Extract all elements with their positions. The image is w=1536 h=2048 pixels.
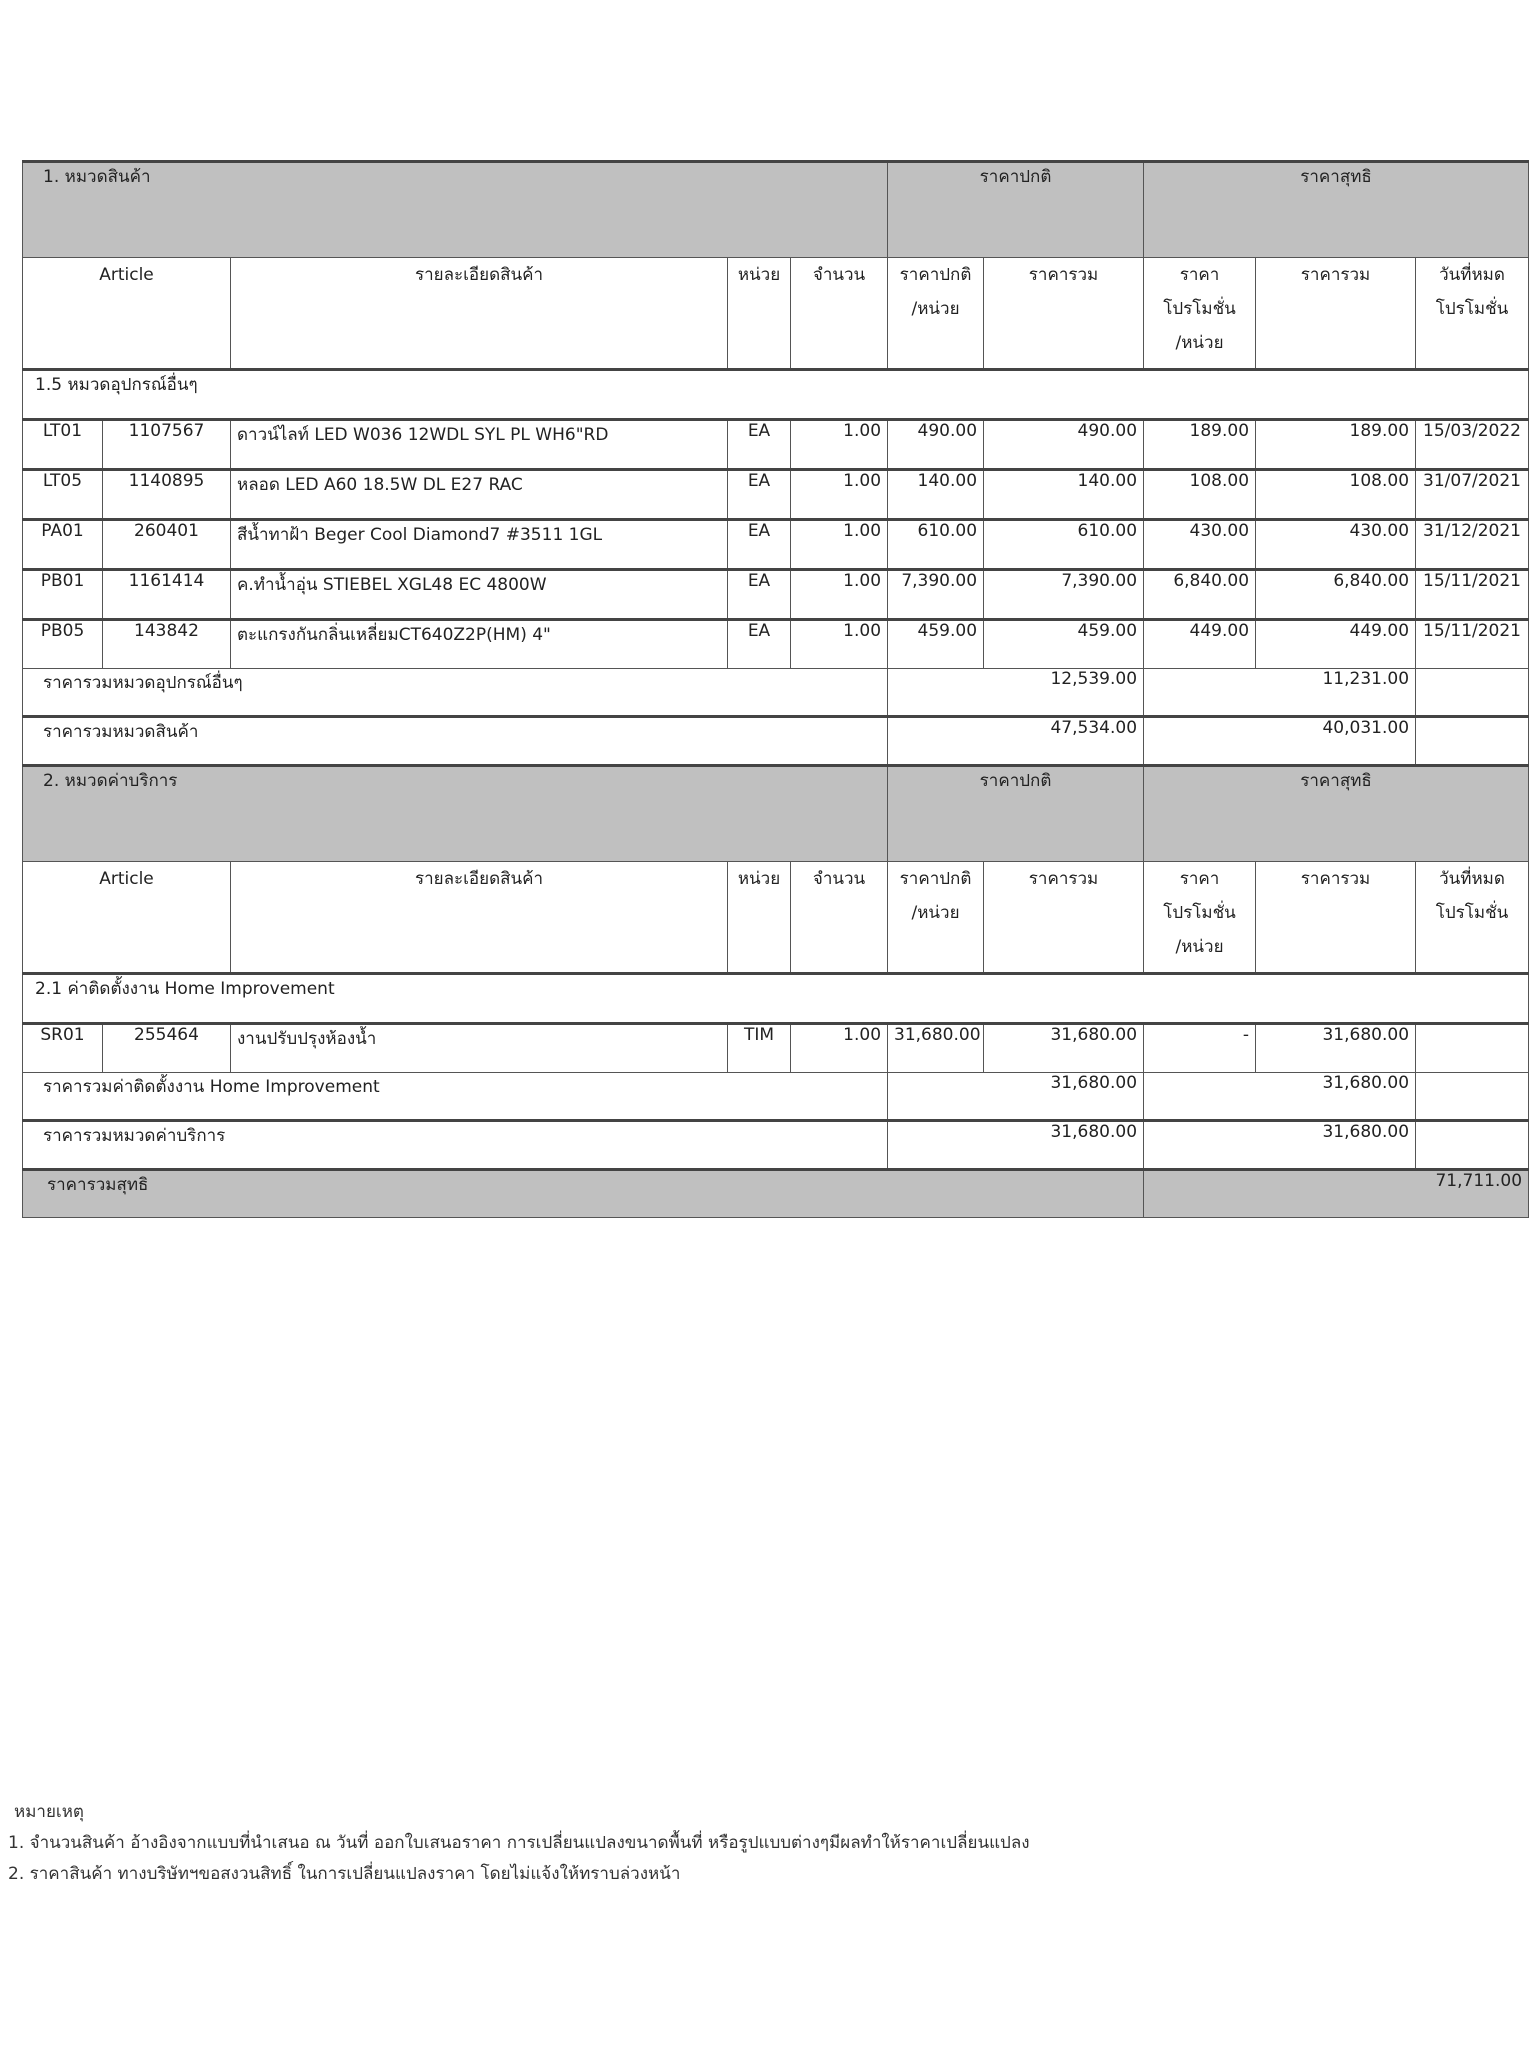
item-qty: 1.00	[791, 620, 888, 669]
notes	[8, 1797, 1030, 1890]
grand-total-label: ราคารวมสุทธิ	[23, 1170, 1144, 1218]
col-unit: หน่วย	[728, 258, 791, 370]
section-total-net: 40,031.00	[1144, 717, 1416, 766]
subtotal-label: ราคารวมค่าติดตั้งงาน Home Improvement	[23, 1073, 888, 1121]
table-row	[23, 420, 1529, 470]
header-line: /หน่วย	[911, 299, 960, 319]
item-promo-unit: 430.00	[1144, 520, 1256, 570]
col-description: รายละเอียดสินค้า	[231, 258, 728, 370]
col-qty: จำนวน	[791, 258, 888, 370]
note-line: 2. ราคาสินค้า ทางบริษัทฯขอสงวนสิทธิ์ ในการเปลี่ยนแปลงราคา โดยไม่แจ้งให้ทราบล่วงหน้า	[8, 1864, 681, 1884]
section-header	[23, 766, 1529, 862]
col-promo-end	[1416, 862, 1529, 974]
group-net-price: ราคาสุทธิ	[1144, 766, 1529, 862]
section-header	[23, 162, 1529, 258]
subsection-title: 2.1 ค่าติดตั้งงาน Home Improvement	[23, 974, 1529, 1024]
section-total-net: 31,680.00	[1144, 1121, 1416, 1170]
subsection-row	[23, 370, 1529, 420]
item-code: LT01	[23, 420, 103, 470]
item-promo-end: 31/07/2021	[1416, 470, 1529, 520]
item-regular-unit: 459.00	[888, 620, 984, 669]
item-code: PB01	[23, 570, 103, 620]
subtotal-net: 11,231.00	[1144, 669, 1416, 717]
item-qty: 1.00	[791, 1024, 888, 1073]
subtotal-empty	[1416, 669, 1529, 717]
section-total-label: ราคารวมหมวดสินค้า	[23, 717, 888, 766]
item-qty: 1.00	[791, 520, 888, 570]
col-promo-unit	[1144, 862, 1256, 974]
col-regular-total: ราคารวม	[984, 862, 1144, 974]
item-net-total: 430.00	[1256, 520, 1416, 570]
col-promo-end	[1416, 258, 1529, 370]
header-line: ราคา	[1179, 265, 1220, 285]
grand-total-row	[23, 1170, 1529, 1218]
item-article: 1140895	[103, 470, 231, 520]
item-article: 260401	[103, 520, 231, 570]
col-unit: หน่วย	[728, 862, 791, 974]
item-unit: EA	[728, 520, 791, 570]
table-row	[23, 620, 1529, 669]
subtotal-net: 31,680.00	[1144, 1073, 1416, 1121]
subtotal-regular: 31,680.00	[888, 1073, 1144, 1121]
header-line: /หน่วย	[1175, 937, 1224, 957]
group-regular-price: ราคาปกติ	[888, 162, 1144, 258]
quotation-table	[22, 160, 1529, 1218]
header-line: ราคา	[1179, 869, 1220, 889]
item-promo-end: 15/11/2021	[1416, 570, 1529, 620]
item-description: สีน้ำทาฝ้า Beger Cool Diamond7 #3511 1GL	[231, 520, 728, 570]
section-total-regular: 31,680.00	[888, 1121, 1144, 1170]
note-line: 1. จำนวนสินค้า อ้างอิงจากแบบที่นำเสนอ ณ วันที่ ออกใบเสนอราคา การเปลี่ยนแปลงขนาดพื้นที่ หรือรูปแบบต่างๆมีผลทำให้ราคาเปลี่ยนแปลง	[8, 1833, 1030, 1853]
item-article: 255464	[103, 1024, 231, 1073]
column-header	[23, 862, 1529, 974]
table-row	[23, 570, 1529, 620]
item-qty: 1.00	[791, 570, 888, 620]
item-regular-total: 7,390.00	[984, 570, 1144, 620]
column-header	[23, 258, 1529, 370]
table-row	[23, 1024, 1529, 1073]
item-unit: EA	[728, 420, 791, 470]
item-qty: 1.00	[791, 470, 888, 520]
item-net-total: 108.00	[1256, 470, 1416, 520]
group-net-price: ราคาสุทธิ	[1144, 162, 1529, 258]
section-total-label: ราคารวมหมวดค่าบริการ	[23, 1121, 888, 1170]
item-code: PA01	[23, 520, 103, 570]
table-row	[23, 470, 1529, 520]
item-promo-end: 31/12/2021	[1416, 520, 1529, 570]
item-regular-unit: 610.00	[888, 520, 984, 570]
subtotal-empty	[1416, 1073, 1529, 1121]
item-regular-total: 31,680.00	[984, 1024, 1144, 1073]
subsection-title: 1.5 หมวดอุปกรณ์อื่นๆ	[23, 370, 1529, 420]
item-net-total: 6,840.00	[1256, 570, 1416, 620]
col-regular-unit	[888, 258, 984, 370]
item-net-total: 31,680.00	[1256, 1024, 1416, 1073]
section-total-row	[23, 1121, 1529, 1170]
item-article: 1161414	[103, 570, 231, 620]
header-line: โปรโมชั่น	[1435, 903, 1509, 923]
notes-title: หมายเหตุ	[14, 1802, 84, 1822]
header-line: /หน่วย	[911, 903, 960, 923]
item-description: ดาวน์ไลท์ LED W036 12WDL SYL PL WH6"RD	[231, 420, 728, 470]
col-net-total: ราคารวม	[1256, 258, 1416, 370]
header-line: โปรโมชั่น	[1163, 903, 1236, 923]
section-total-empty	[1416, 717, 1529, 766]
item-regular-total: 610.00	[984, 520, 1144, 570]
item-regular-unit: 140.00	[888, 470, 984, 520]
item-promo-unit: 108.00	[1144, 470, 1256, 520]
col-article: Article	[23, 862, 231, 974]
section-total-row	[23, 717, 1529, 766]
col-regular-total: ราคารวม	[984, 258, 1144, 370]
item-promo-unit: 449.00	[1144, 620, 1256, 669]
section-title: 2. หมวดค่าบริการ	[23, 766, 888, 862]
item-net-total: 189.00	[1256, 420, 1416, 470]
item-regular-unit: 7,390.00	[888, 570, 984, 620]
item-unit: EA	[728, 570, 791, 620]
item-net-total: 449.00	[1256, 620, 1416, 669]
item-promo-end: 15/11/2021	[1416, 620, 1529, 669]
subtotal-row	[23, 669, 1529, 717]
grand-total-value: 71,711.00	[1144, 1170, 1529, 1218]
item-description: งานปรับปรุงห้องน้ำ	[231, 1024, 728, 1073]
item-regular-unit: 31,680.00	[888, 1024, 984, 1073]
section-total-empty	[1416, 1121, 1529, 1170]
header-line: โปรโมชั่น	[1435, 299, 1509, 319]
item-unit: EA	[728, 620, 791, 669]
item-unit: TIM	[728, 1024, 791, 1073]
item-description: หลอด LED A60 18.5W DL E27 RAC	[231, 470, 728, 520]
col-description: รายละเอียดสินค้า	[231, 862, 728, 974]
item-promo-unit: 189.00	[1144, 420, 1256, 470]
header-line: /หน่วย	[1175, 333, 1224, 353]
subtotal-label: ราคารวมหมวดอุปกรณ์อื่นๆ	[23, 669, 888, 717]
item-article: 1107567	[103, 420, 231, 470]
item-promo-unit: -	[1144, 1024, 1256, 1073]
item-code: PB05	[23, 620, 103, 669]
item-description: ค.ทำน้ำอุ่น STIEBEL XGL48 EC 4800W	[231, 570, 728, 620]
item-code: SR01	[23, 1024, 103, 1073]
subsection-row	[23, 974, 1529, 1024]
header-line: โปรโมชั่น	[1163, 299, 1236, 319]
group-regular-price: ราคาปกติ	[888, 766, 1144, 862]
item-promo-end	[1416, 1024, 1529, 1073]
col-article: Article	[23, 258, 231, 370]
item-unit: EA	[728, 470, 791, 520]
header-line: วันที่หมด	[1439, 869, 1505, 889]
col-regular-unit	[888, 862, 984, 974]
item-regular-unit: 490.00	[888, 420, 984, 470]
subtotal-row	[23, 1073, 1529, 1121]
item-promo-end: 15/03/2022	[1416, 420, 1529, 470]
header-line: ราคาปกติ	[899, 265, 972, 285]
col-net-total: ราคารวม	[1256, 862, 1416, 974]
subtotal-regular: 12,539.00	[888, 669, 1144, 717]
item-article: 143842	[103, 620, 231, 669]
header-line: ราคาปกติ	[899, 869, 972, 889]
col-qty: จำนวน	[791, 862, 888, 974]
item-code: LT05	[23, 470, 103, 520]
item-description: ตะแกรงกันกลิ่นเหลี่ยมCT640Z2P(HM) 4"	[231, 620, 728, 669]
header-line: วันที่หมด	[1439, 265, 1505, 285]
item-regular-total: 140.00	[984, 470, 1144, 520]
item-regular-total: 490.00	[984, 420, 1144, 470]
col-promo-unit	[1144, 258, 1256, 370]
item-promo-unit: 6,840.00	[1144, 570, 1256, 620]
section-total-regular: 47,534.00	[888, 717, 1144, 766]
item-qty: 1.00	[791, 420, 888, 470]
section-title: 1. หมวดสินค้า	[23, 162, 888, 258]
table-row	[23, 520, 1529, 570]
item-regular-total: 459.00	[984, 620, 1144, 669]
